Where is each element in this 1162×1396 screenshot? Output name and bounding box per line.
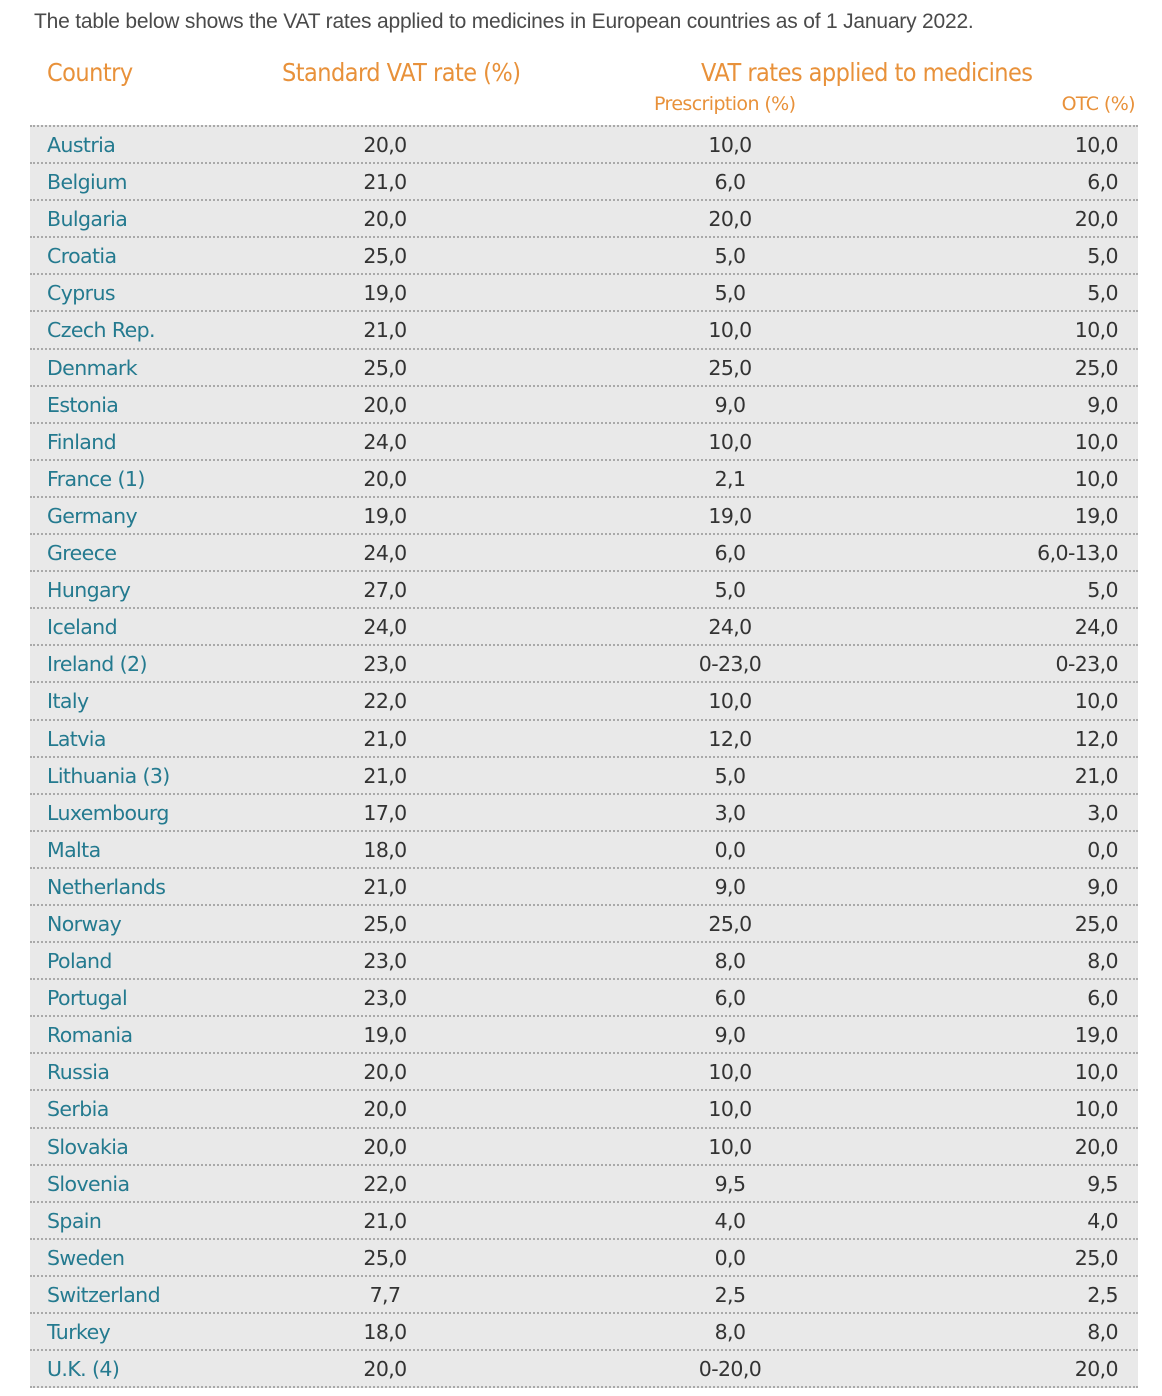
country-cell: Serbia [47,1097,109,1122]
standard-vat-cell: 7,7 [369,1282,401,1307]
country-cell: Portugal [47,986,128,1011]
prescription-vat-cell: 10,0 [708,1097,752,1122]
prescription-vat-cell: 24,0 [708,615,752,640]
table-row [30,646,1138,683]
country-cell: Spain [47,1208,102,1233]
table-row [30,312,1138,349]
otc-vat-cell: 10,0 [1074,429,1118,454]
standard-vat-cell: 21,0 [363,1208,407,1233]
country-cell: Bulgaria [47,207,128,232]
country-cell: Poland [47,949,112,974]
country-cell: Ireland (2) [47,652,147,677]
country-cell: Denmark [47,355,138,380]
table-row [30,238,1138,275]
table-row [30,1314,1138,1351]
otc-vat-cell: 6,0 [1087,986,1118,1011]
otc-vat-cell: 25,0 [1074,1245,1118,1270]
standard-vat-column-header: Standard VAT rate (%) [282,58,521,87]
standard-vat-cell: 25,0 [363,355,407,380]
table-row [30,1017,1138,1054]
country-cell: Finland [47,429,117,454]
prescription-vat-cell: 2,1 [714,466,746,491]
country-cell: Estonia [47,392,119,417]
table-row [30,572,1138,609]
otc-vat-cell: 6,0-13,0 [1037,541,1118,566]
standard-vat-cell: 20,0 [363,1134,407,1159]
standard-vat-cell: 20,0 [363,392,407,417]
prescription-vat-cell: 10,0 [708,1060,752,1085]
otc-vat-cell: 0,0 [1087,837,1118,862]
prescription-vat-cell: 0-20,0 [698,1357,762,1382]
otc-vat-cell: 4,0 [1087,1208,1118,1233]
prescription-vat-cell: 5,0 [714,244,746,269]
otc-vat-cell: 8,0 [1087,949,1118,974]
standard-vat-cell: 19,0 [363,1023,407,1048]
prescription-vat-cell: 5,0 [714,763,746,788]
prescription-vat-cell: 9,0 [714,1023,746,1048]
country-cell: Malta [47,837,101,862]
standard-vat-cell: 21,0 [363,726,407,751]
country-cell: Belgium [47,170,127,195]
prescription-vat-cell: 10,0 [708,429,752,454]
table-row [30,350,1138,387]
table-row [30,1166,1138,1203]
table-row [30,906,1138,943]
country-cell: Lithuania (3) [47,763,170,788]
country-cell: Switzerland [47,1282,160,1307]
table-row [30,869,1138,906]
country-cell: U.K. (4) [47,1357,120,1382]
standard-vat-cell: 20,0 [363,1097,407,1122]
country-cell: Italy [47,689,89,714]
table-row [30,832,1138,869]
standard-vat-cell: 24,0 [363,541,407,566]
standard-vat-cell: 23,0 [363,652,407,677]
country-cell: Romania [47,1023,133,1048]
standard-vat-cell: 18,0 [363,1320,407,1344]
table-row [30,387,1138,424]
table-row [30,201,1138,238]
prescription-vat-cell: 4,0 [714,1208,746,1233]
standard-vat-cell: 17,0 [363,800,407,825]
otc-vat-cell: 10,0 [1074,466,1118,491]
otc-vat-cell: 6,0 [1087,170,1118,195]
country-cell: Russia [47,1060,110,1085]
otc-vat-cell: 3,0 [1087,800,1118,825]
table-row [30,1129,1138,1166]
table-row [30,535,1138,572]
standard-vat-cell: 19,0 [363,503,407,528]
standard-vat-cell: 20,0 [363,466,407,491]
country-cell: Slovenia [47,1171,130,1196]
country-cell: France (1) [47,466,145,491]
standard-vat-cell: 24,0 [363,615,407,640]
otc-vat-cell: 10,0 [1074,1097,1118,1122]
standard-vat-cell: 21,0 [363,874,407,899]
otc-vat-cell: 5,0 [1087,244,1118,269]
table-row [30,1277,1138,1314]
otc-vat-cell: 0-23,0 [1055,652,1118,677]
table-row [30,1240,1138,1277]
prescription-vat-cell: 0,0 [714,837,746,862]
table-row [30,1054,1138,1091]
standard-vat-cell: 22,0 [363,689,407,714]
table-row [30,1091,1138,1128]
otc-vat-cell: 12,0 [1074,726,1118,751]
table-row [30,498,1138,535]
otc-vat-cell: 9,5 [1087,1171,1118,1196]
table-row [30,275,1138,312]
prescription-vat-cell: 2,5 [714,1282,746,1307]
intro-text: The table below shows the VAT rates applied to medicines in European countries as of 1 January 2022. [34,10,974,33]
prescription-vat-cell: 25,0 [708,355,752,380]
standard-vat-cell: 25,0 [363,1245,407,1270]
country-cell: Iceland [47,615,117,640]
otc-vat-cell: 9,0 [1087,392,1118,417]
standard-vat-cell: 25,0 [363,244,407,269]
otc-vat-cell: 8,0 [1087,1320,1118,1344]
otc-vat-cell: 10,0 [1074,133,1118,157]
table-row [30,609,1138,646]
country-cell: Slovakia [47,1134,129,1159]
country-cell: Croatia [47,244,117,269]
table-row [30,758,1138,795]
prescription-vat-cell: 10,0 [708,1134,752,1159]
standard-vat-cell: 20,0 [363,1060,407,1085]
otc-vat-cell: 25,0 [1074,911,1118,936]
prescription-vat-cell: 6,0 [714,170,746,195]
prescription-vat-cell: 6,0 [714,986,746,1011]
prescription-vat-cell: 8,0 [714,949,746,974]
prescription-vat-cell: 0,0 [714,1245,746,1270]
otc-vat-cell: 20,0 [1074,1134,1118,1159]
standard-vat-cell: 22,0 [363,1171,407,1196]
vat-table [30,125,1138,1388]
otc-vat-cell: 20,0 [1074,207,1118,232]
table-row [30,127,1138,164]
country-cell: Germany [47,503,138,528]
otc-vat-cell: 5,0 [1087,281,1118,306]
table-row [30,1203,1138,1240]
country-cell: Luxembourg [47,800,169,825]
table-row [30,943,1138,980]
standard-vat-cell: 20,0 [363,207,407,232]
prescription-vat-cell: 3,0 [714,800,746,825]
prescription-vat-cell: 5,0 [714,578,746,603]
country-cell: Cyprus [47,281,115,306]
prescription-vat-cell: 10,0 [708,133,752,157]
otc-vat-cell: 20,0 [1074,1357,1118,1382]
prescription-vat-cell: 10,0 [708,689,752,714]
otc-subheader: OTC (%) [1061,93,1135,115]
standard-vat-cell: 19,0 [363,281,407,306]
table-row [30,461,1138,498]
otc-vat-cell: 21,0 [1074,763,1118,788]
otc-vat-cell: 5,0 [1087,578,1118,603]
standard-vat-cell: 27,0 [363,578,407,603]
otc-vat-cell: 10,0 [1074,1060,1118,1085]
table-row [30,721,1138,758]
country-cell: Hungary [47,578,131,603]
prescription-vat-cell: 20,0 [708,207,752,232]
standard-vat-cell: 21,0 [363,318,407,343]
table-row [30,1351,1138,1388]
standard-vat-cell: 20,0 [363,133,407,157]
table-row [30,980,1138,1017]
prescription-vat-cell: 6,0 [714,541,746,566]
standard-vat-cell: 24,0 [363,429,407,454]
otc-vat-cell: 10,0 [1074,318,1118,343]
otc-vat-cell: 10,0 [1074,689,1118,714]
standard-vat-cell: 25,0 [363,911,407,936]
prescription-vat-cell: 9,5 [714,1171,746,1196]
medicines-vat-column-header: VAT rates applied to medicines [701,58,1033,87]
standard-vat-cell: 23,0 [363,949,407,974]
otc-vat-cell: 2,5 [1087,1282,1118,1307]
prescription-vat-cell: 12,0 [708,726,752,751]
country-cell: Latvia [47,726,106,751]
country-column-header: Country [47,58,133,87]
prescription-subheader: Prescription (%) [654,93,796,115]
country-cell: Czech Rep. [47,318,155,343]
table-row [30,164,1138,201]
country-cell: Turkey [47,1320,111,1344]
table-row [30,424,1138,461]
prescription-vat-cell: 25,0 [708,911,752,936]
standard-vat-cell: 18,0 [363,837,407,862]
country-cell: Norway [47,911,122,936]
otc-vat-cell: 24,0 [1074,615,1118,640]
prescription-vat-cell: 9,0 [714,392,746,417]
country-cell: Greece [47,541,117,566]
country-cell: Sweden [47,1245,125,1270]
prescription-vat-cell: 8,0 [714,1320,746,1344]
otc-vat-cell: 19,0 [1074,503,1118,528]
standard-vat-cell: 23,0 [363,986,407,1011]
otc-vat-cell: 19,0 [1074,1023,1118,1048]
country-cell: Austria [47,133,116,157]
prescription-vat-cell: 5,0 [714,281,746,306]
prescription-vat-cell: 10,0 [708,318,752,343]
prescription-vat-cell: 0-23,0 [698,652,762,677]
standard-vat-cell: 21,0 [363,763,407,788]
prescription-vat-cell: 9,0 [714,874,746,899]
prescription-vat-cell: 19,0 [708,503,752,528]
standard-vat-cell: 21,0 [363,170,407,195]
otc-vat-cell: 25,0 [1074,355,1118,380]
otc-vat-cell: 9,0 [1087,874,1118,899]
country-cell: Netherlands [47,874,166,899]
standard-vat-cell: 20,0 [363,1357,407,1382]
table-row [30,683,1138,720]
table-row [30,795,1138,832]
